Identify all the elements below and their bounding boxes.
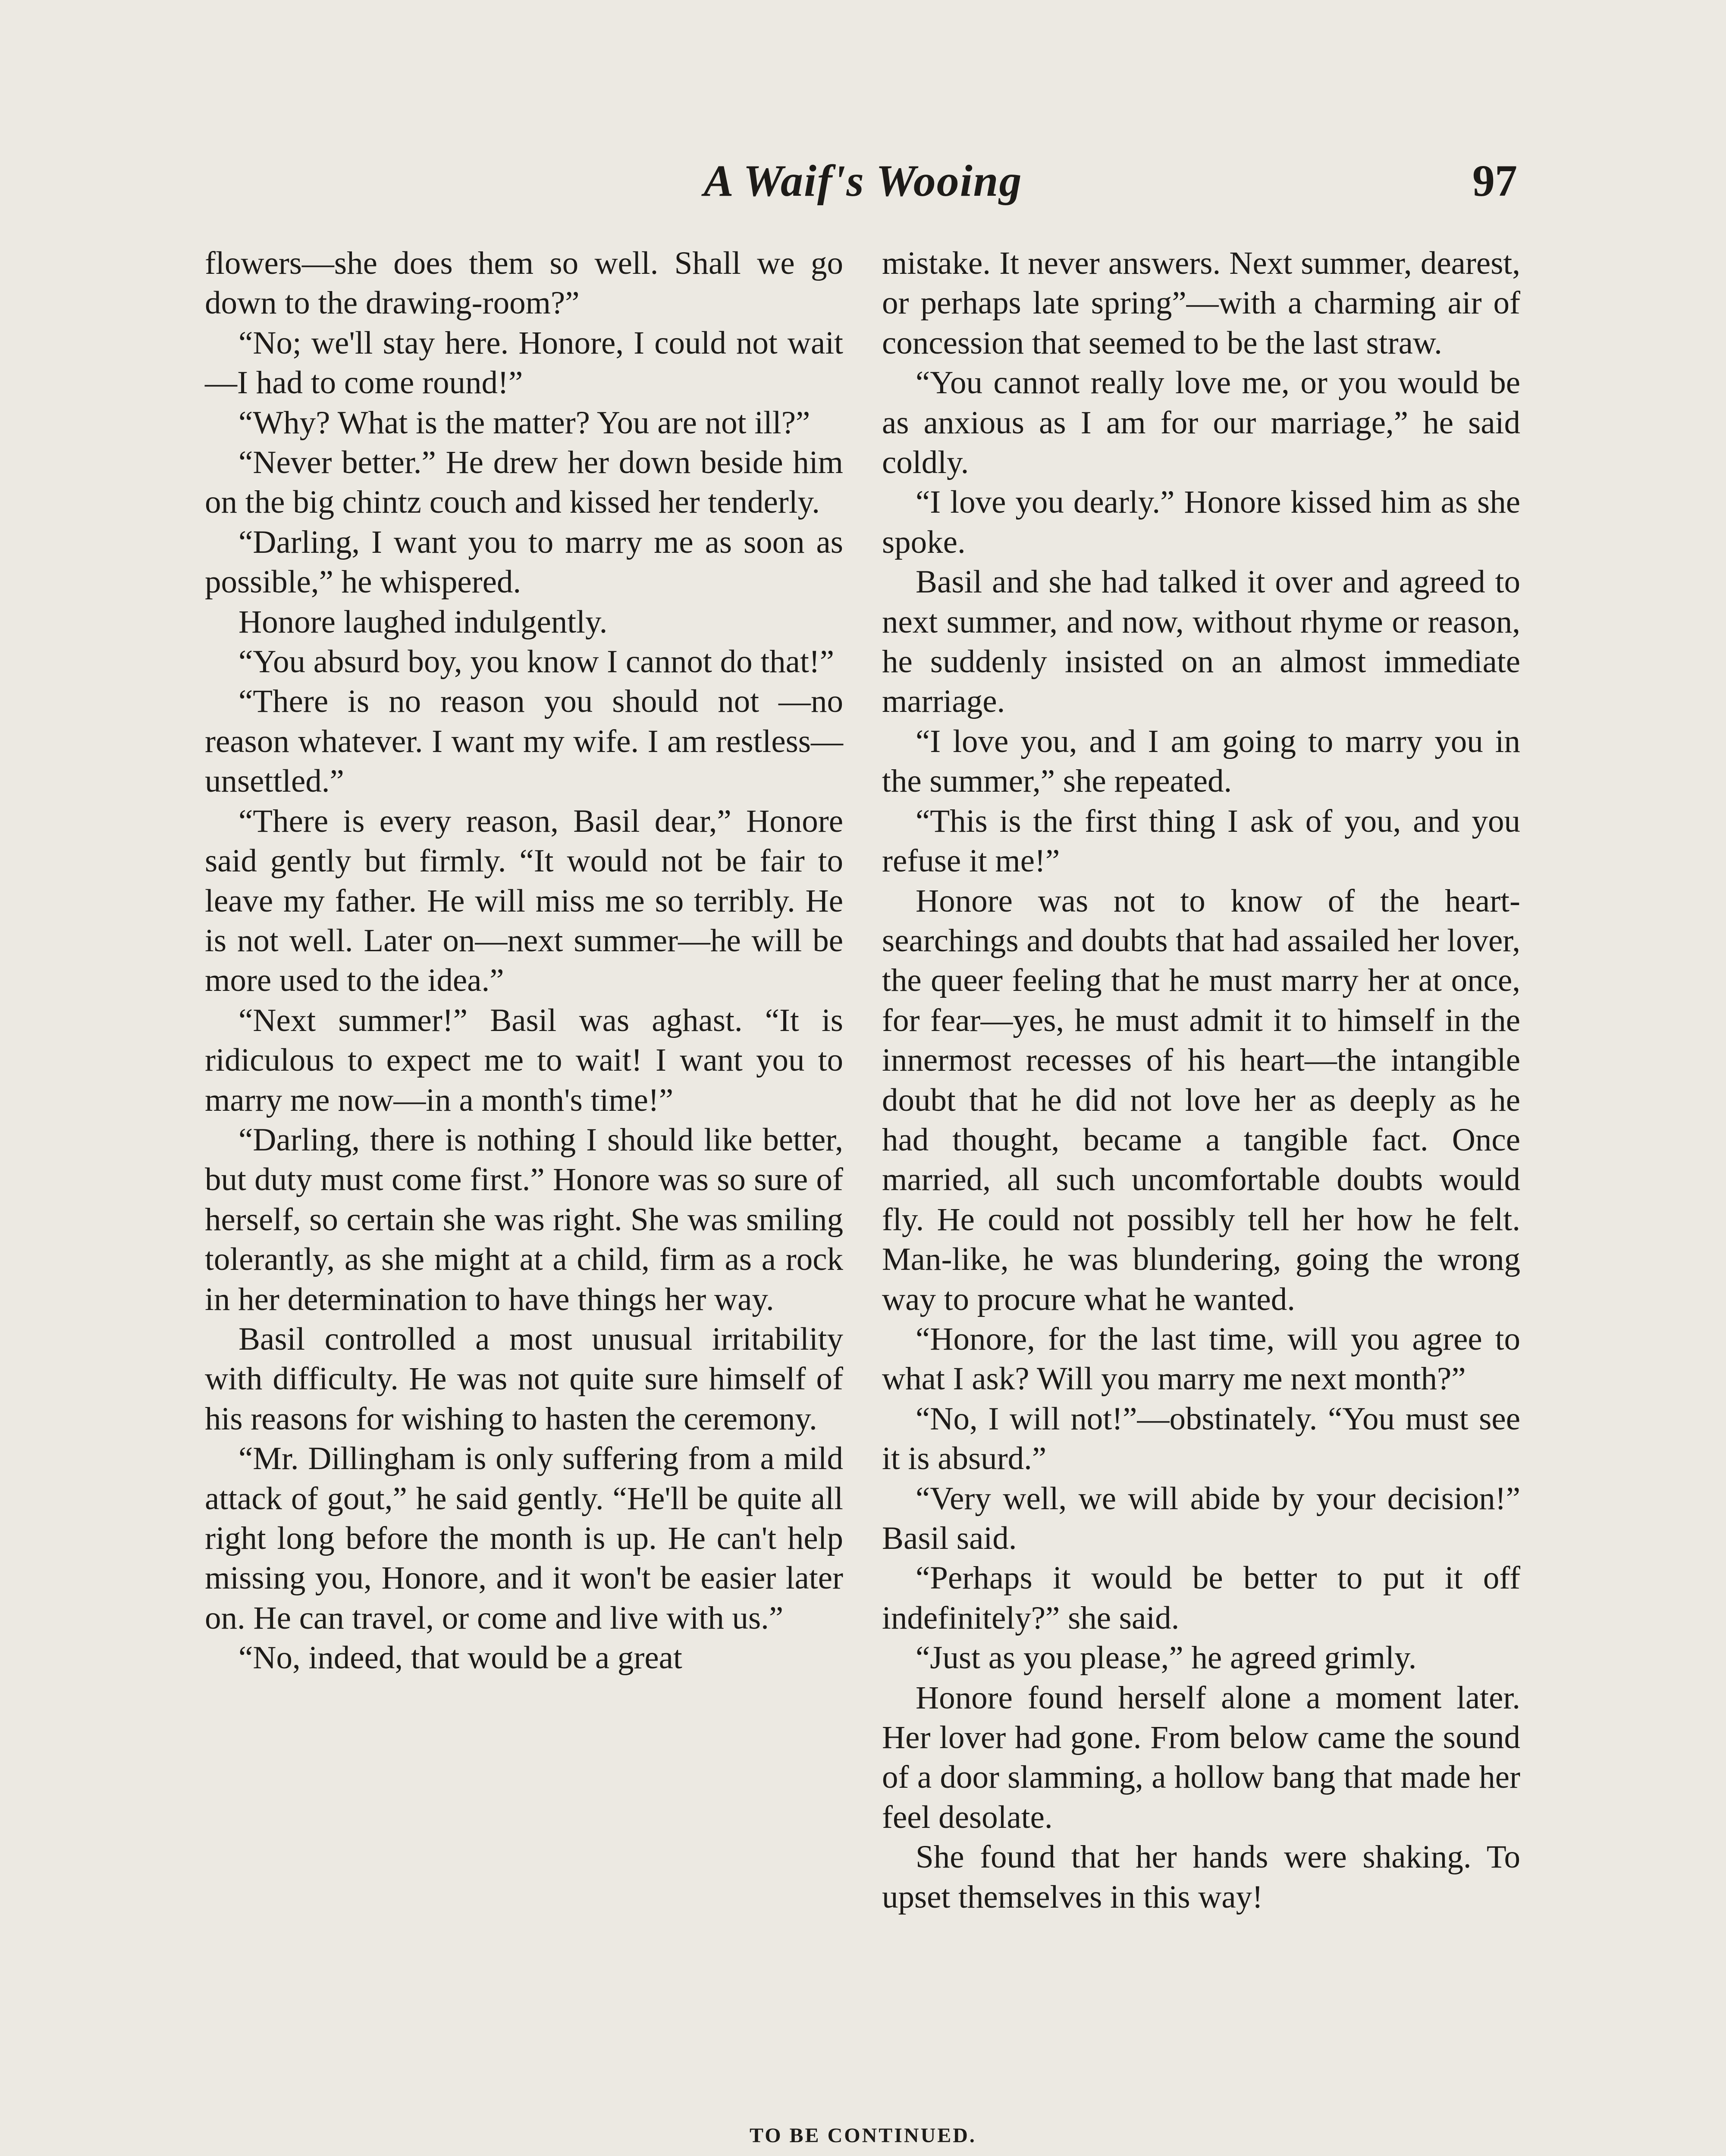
paragraph: “You absurd boy, you know I cannot do that!” [239,644,835,680]
continued-note: TO BE CONTINUED. [750,2124,976,2147]
paragraph: “Darling, there is nothing I should like better, but duty must come first.” Honore was so sure of herself, so certain she was right. She was smiling tolerantly, as she might at a child, firm as a rock in her determination to have things her way. [205,1122,843,1317]
paragraph: “No, I will not!”—obstinately. “You must see it is absurd.” [882,1401,1520,1477]
paragraph: mistake. It never answers. Next summer, dearest, or perhaps late spring”—with a charming air of concession that seemed to be the last straw. [882,245,1520,361]
paragraph: “Perhaps it would be better to put it off indefinitely?” she said. [882,1560,1520,1636]
page-number: 97 [1472,156,1517,206]
paragraph: “Never better.” He drew her down beside him on the big chintz couch and kissed her tenderly. [205,445,843,520]
paragraph: “Mr. Dillingham is only suffering from a mild attack of gout,” he said gently. “He'll be quite all right long before the month is up. He can't help missing you, Honore, and it won't be easier later on. He can travel, or come and live with us.” [205,1441,843,1636]
paragraph: “Next summer!” Basil was aghast. “It is ridiculous to expect me to wait! I want you to marry me now—in a month's time!” [205,1002,843,1118]
paragraph: “Darling, I want you to marry me as soon as possible,” he whispered. [205,524,843,600]
paragraph: “Honore, for the last time, will you agree to what I ask? Will you marry me next month?” [882,1321,1520,1397]
paragraph: Honore found herself alone a moment later. Her lover had gone. From below came the sound of a door slamming, a hollow bang that made her feel desolate. [882,1680,1520,1835]
paragraph: She found that her hands were shaking. To upset themselves in this way! [882,1839,1520,1915]
paragraph: “I love you, and I am going to marry you in the summer,” she repeated. [882,723,1520,799]
paragraph: “I love you dearly.” Honore kissed him as she spoke. [882,484,1520,560]
paragraph: “No, indeed, that would be a great [239,1640,682,1676]
story-title: A Waif's Wooing [703,156,1023,206]
text-column-right [882,244,1520,1917]
running-header [0,155,1726,216]
paragraph: “You cannot really love me, or you would be as anxious as I am for our marriage,” he said coldly. [882,365,1520,481]
paragraph: Basil controlled a most unusual irritability with difficulty. He was not quite sure himself of his reasons for wishing to hasten the ceremony. [205,1321,843,1437]
paragraph: “Why? What is the matter? You are not ill?” [239,404,810,441]
paragraph: Honore laughed indulgently. [239,604,608,640]
paragraph: “There is no reason you should not —no reason whatever. I want my wife. I am restless—unsettled.” [205,683,843,799]
paragraph: “There is every reason, Basil dear,” Honore said gently but firmly. “It would not be fair to leave my father. He will miss me so terribly. He is not well. Later on—next summer—he will be more used to the idea.” [205,803,843,999]
paragraph: flowers—she does them so well. Shall we go down to the drawing-room?” [205,245,843,321]
text-column-left [205,244,843,1678]
paragraph: Basil and she had talked it over and agreed to next summer, and now, without rhyme or reason, he suddenly insisted on an almost immediate marriage. [882,564,1520,720]
paragraph: “Just as you please,” he agreed grimly. [916,1640,1417,1676]
paragraph: “Very well, we will abide by your decision!” Basil said. [882,1480,1520,1556]
paragraph: Honore was not to know of the heart-searchings and doubts that had assailed her lover, the queer feeling that he must marry her at once, for fear—yes, he must admit it to himself in the innermost recesses of his heart—the intangible doubt that he did not love her as deeply as he had thought, became a tangible fact. Once married, all such uncomfortable doubts would fly. He could not possibly tell her how he felt. Man-like, he was blundering, going the wrong way to procure what he wanted. [882,883,1520,1317]
paragraph: “No; we'll stay here. Honore, I could not wait—I had to come round!” [205,325,843,401]
paragraph: “This is the first thing I ask of you, and you refuse it me!” [882,803,1520,879]
